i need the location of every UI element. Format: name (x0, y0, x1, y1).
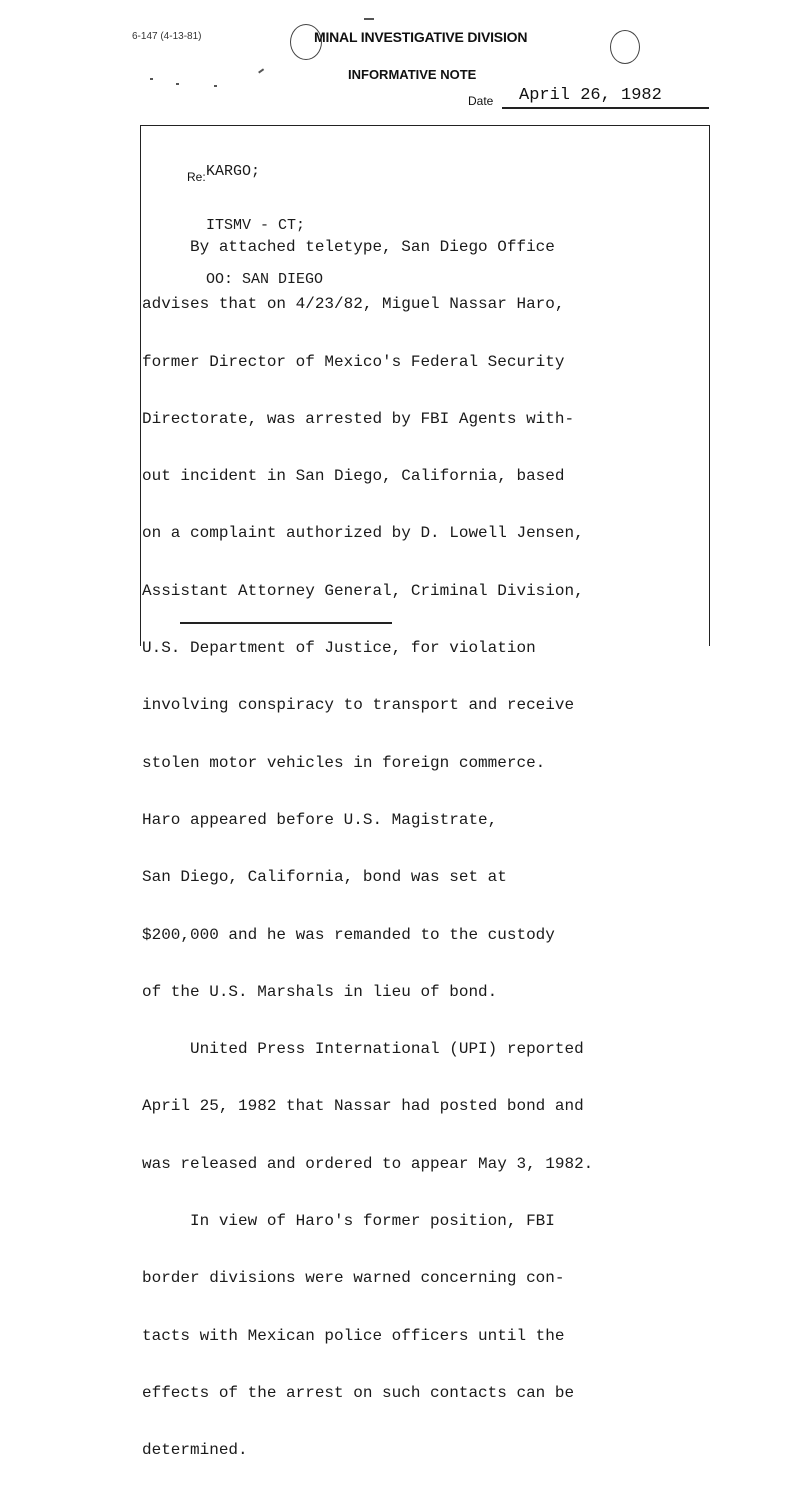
re-line: ITSMV - CT; (206, 217, 306, 234)
re-line: KARGO; (206, 163, 261, 180)
scan-speck (176, 83, 179, 85)
date-value: April 26, 1982 (519, 86, 662, 105)
body-line: By attached teletype, San Diego Office (142, 238, 555, 256)
body-line: Directorate, was arrested by FBI Agents with- (142, 409, 575, 428)
scan-speck (150, 78, 153, 80)
re-label: Re: (187, 170, 206, 184)
scan-speck (364, 18, 374, 20)
body-line: U.S. Department of Justice, for violation (142, 639, 536, 658)
body-line: April 25, 1982 that Nassar had posted bond and (142, 1097, 584, 1116)
body-line: advises that on 4/23/82, Miguel Nassar Haro, (142, 295, 565, 314)
body-line: on a complaint authorized by D. Lowell Jensen, (142, 524, 584, 543)
re-line: OO: SAN DIEGO (206, 271, 324, 288)
body-line: United Press International (UPI) reported (142, 1040, 584, 1059)
body-line: border divisions were warned concerning con- (142, 1269, 565, 1288)
body-line: $200,000 and he was remanded to the custody (142, 925, 555, 944)
document-subtitle: INFORMATIVE NOTE (348, 67, 477, 82)
body-line: involving conspiracy to transport and receive (142, 696, 575, 715)
body-line: tacts with Mexican police officers until the (142, 1326, 565, 1345)
body-line: stolen motor vehicles in foreign commerce. (142, 753, 546, 772)
scan-speck (258, 68, 264, 73)
body-line: Haro appeared before U.S. Magistrate, (142, 810, 498, 829)
body-line: Assistant Attorney General, Criminal Division, (142, 581, 584, 600)
body-line: out incident in San Diego, California, based (142, 467, 565, 486)
date-label: Date (468, 94, 494, 108)
body-text (142, 200, 593, 1499)
body-line: was released and ordered to appear May 3, 1982. (142, 1154, 594, 1173)
body-line: of the U.S. Marshals in lieu of bond. (142, 982, 498, 1001)
body-line: In view of Haro's former position, FBI (142, 1212, 555, 1231)
punch-hole-mark (610, 30, 640, 64)
body-line: effects of the arrest on such contacts can be (142, 1383, 575, 1402)
scan-speck (214, 85, 217, 87)
division-title: MINAL INVESTIGATIVE DIVISION (314, 29, 528, 45)
closing-underline (180, 622, 392, 624)
form-number: 6-147 (4-13-81) (132, 31, 202, 42)
body-line: former Director of Mexico's Federal Security (142, 352, 565, 371)
date-underline (502, 107, 709, 109)
body-line: determined. (142, 1441, 248, 1460)
body-line: San Diego, California, bond was set at (142, 868, 507, 887)
